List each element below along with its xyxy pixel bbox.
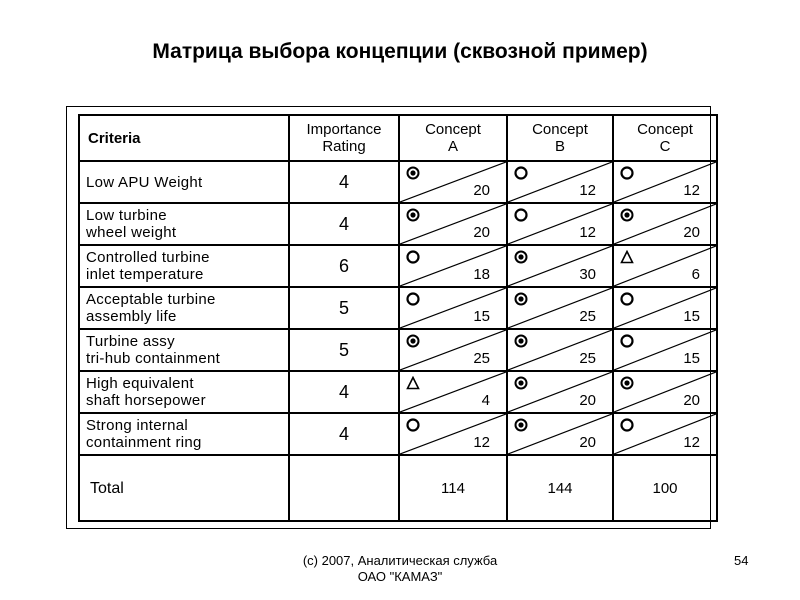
concept-c-header: Concept C (613, 115, 717, 161)
importance-rating: 5 (289, 287, 399, 329)
weighted-score: 20 (579, 392, 596, 409)
concept-c-rating-cell (613, 371, 717, 413)
weighted-score: 15 (473, 308, 490, 325)
concept-a-rating-cell (399, 245, 507, 287)
concept-b-rating-cell (507, 203, 613, 245)
footer-line-2: ОАО "КАМАЗ" (357, 569, 443, 584)
circle-symbol-icon (620, 166, 634, 180)
importance-rating: 6 (289, 245, 399, 287)
circle-symbol-icon (514, 208, 528, 222)
concept-b-rating-cell (507, 287, 613, 329)
criterion-label: Strong internal containment ring (79, 413, 289, 455)
concept-b-rating-cell (507, 245, 613, 287)
weighted-score: 18 (473, 266, 490, 283)
concept-a-rating-cell (399, 413, 507, 455)
criteria-header: Criteria (79, 115, 289, 161)
circle-symbol-icon (620, 334, 634, 348)
concept-b-rating-cell (507, 329, 613, 371)
total-importance-empty (289, 455, 399, 521)
bullseye-symbol-icon (514, 418, 528, 432)
concept-c-rating-cell (613, 161, 717, 203)
concept-b-rating-cell (507, 161, 613, 203)
circle-symbol-icon (620, 418, 634, 432)
footer-copyright (230, 553, 570, 585)
importance-rating: 5 (289, 329, 399, 371)
criterion-row (79, 329, 717, 371)
criterion-label: High equivalent shaft horsepower (79, 371, 289, 413)
weighted-score: 4 (481, 392, 490, 409)
weighted-score: 6 (691, 266, 700, 283)
concept-a-header: Concept A (399, 115, 507, 161)
circle-symbol-icon (406, 292, 420, 306)
concept-selection-matrix (78, 114, 718, 522)
importance-rating: 4 (289, 161, 399, 203)
criterion-row (79, 245, 717, 287)
criterion-label: Low turbine wheel weight (79, 203, 289, 245)
total-concept-a: 114 (399, 455, 507, 521)
concept-c-rating-cell (613, 329, 717, 371)
importance-rating: 4 (289, 413, 399, 455)
criterion-row (79, 413, 717, 455)
concept-b-header: Concept B (507, 115, 613, 161)
total-row (79, 455, 717, 521)
concept-a-rating-cell (399, 203, 507, 245)
triangle-symbol-icon (620, 250, 634, 264)
importance-rating: 4 (289, 371, 399, 413)
weighted-score: 15 (683, 350, 700, 367)
bullseye-symbol-icon (406, 334, 420, 348)
bullseye-symbol-icon (406, 208, 420, 222)
weighted-score: 20 (473, 182, 490, 199)
header-row (79, 115, 717, 161)
weighted-score: 12 (473, 434, 490, 451)
criterion-row (79, 371, 717, 413)
page-number: 54 (734, 553, 749, 568)
weighted-score: 12 (683, 182, 700, 199)
weighted-score: 25 (579, 350, 596, 367)
criterion-label: Low APU Weight (79, 161, 289, 203)
bullseye-symbol-icon (514, 292, 528, 306)
concept-c-rating-cell (613, 245, 717, 287)
slide-title: Матрица выбора концепции (сквозной пример) (152, 40, 648, 63)
weighted-score: 20 (579, 434, 596, 451)
criterion-label: Acceptable turbine assembly life (79, 287, 289, 329)
total-concept-b: 144 (507, 455, 613, 521)
criterion-label: Turbine assy tri-hub containment (79, 329, 289, 371)
weighted-score: 30 (579, 266, 596, 283)
criterion-row (79, 287, 717, 329)
weighted-score: 12 (579, 224, 596, 241)
weighted-score: 20 (683, 224, 700, 241)
concept-a-rating-cell (399, 329, 507, 371)
weighted-score: 12 (579, 182, 596, 199)
concept-c-rating-cell (613, 287, 717, 329)
weighted-score: 20 (473, 224, 490, 241)
importance-header: Importance Rating (289, 115, 399, 161)
circle-symbol-icon (406, 418, 420, 432)
total-label: Total (79, 455, 289, 521)
weighted-score: 15 (683, 308, 700, 325)
importance-rating: 4 (289, 203, 399, 245)
bullseye-symbol-icon (514, 376, 528, 390)
bullseye-symbol-icon (514, 250, 528, 264)
bullseye-symbol-icon (620, 208, 634, 222)
criterion-row (79, 161, 717, 203)
concept-c-rating-cell (613, 413, 717, 455)
triangle-symbol-icon (406, 376, 420, 390)
circle-symbol-icon (406, 250, 420, 264)
concept-c-rating-cell (613, 203, 717, 245)
weighted-score: 20 (683, 392, 700, 409)
bullseye-symbol-icon (406, 166, 420, 180)
concept-a-rating-cell (399, 371, 507, 413)
weighted-score: 12 (683, 434, 700, 451)
total-concept-c: 100 (613, 455, 717, 521)
bullseye-symbol-icon (620, 376, 634, 390)
bullseye-symbol-icon (514, 334, 528, 348)
concept-a-rating-cell (399, 287, 507, 329)
footer-line-1: (с) 2007, Аналитическая служба (302, 553, 498, 568)
criterion-row (79, 203, 717, 245)
concept-a-rating-cell (399, 161, 507, 203)
concept-b-rating-cell (507, 371, 613, 413)
weighted-score: 25 (579, 308, 596, 325)
circle-symbol-icon (620, 292, 634, 306)
weighted-score: 25 (473, 350, 490, 367)
concept-b-rating-cell (507, 413, 613, 455)
criterion-label: Controlled turbine inlet temperature (79, 245, 289, 287)
circle-symbol-icon (514, 166, 528, 180)
